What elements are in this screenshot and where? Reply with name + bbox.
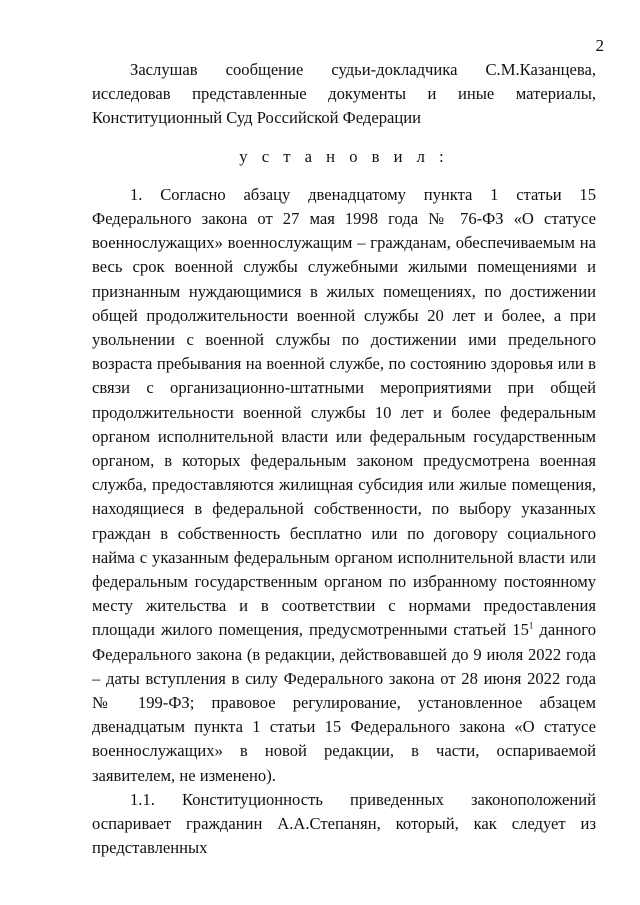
paragraph-1-text-b: данного Федерального закона (в редакции, действовавшей до 9 июля 2022 года – даты вступления в силу Федерального закона от 28 июня 2022 года № 199-ФЗ; правовое регулирование, установленное абзацем двенадцатым пункта 1 статьи 15 Федерального закона «О статусе военнослужащих» в новой редакции, в части, оспариваемой заявителем, не изменено). [92, 620, 596, 785]
page-number: 2 [595, 36, 604, 55]
paragraph-1-text-a: 1. Согласно абзацу двенадцатому пункта 1 статьи 15 Федерального закона от 27 мая 1998 года № 76-ФЗ «О статусе военнослужащих» военнослужащим – гражданам, обеспечиваемым на весь срок военной службы служебными жилыми помещениями и признанным нуждающимися в жилых помещениях, по достижении общей продолжительности военной службы 20 лет и более, а при увольнении с военной службы по достижении ими предельного возраста пребывания на военной службе, по состоянию здоровья или в связи с организационно-штатными мероприятиями при общей продолжительности военной службы 10 лет и более федеральным органом исполнительной власти или федеральным государственным органом, в которых федеральным законом предусмотрена военная служба, предоставляются жилищная субсидия или жилые помещения, находящиеся в федеральной собственности, по выбору указанных граждан в собственность бесплатно или по договору социального найма с указанным федеральным органом исполнительной власти или федеральным государственным органом по избранному постоянному месту жительства и в соответствии с нормами предоставления площади жилого помещения, предусмотренными статьей 15 [92, 184, 596, 640]
article-superscript: 1 [528, 620, 534, 631]
paragraph-1 [92, 183, 596, 788]
intro-paragraph: Заслушав сообщение судьи-докладчика С.М.Казанцева, исследовав представленные документы и иные материалы, Конституционный Суд Российской Федерации [92, 60, 596, 128]
resolution-heading: у с т а н о в и л : [239, 146, 449, 166]
document-body [92, 58, 596, 861]
paragraph-1-1: 1.1. Конституционность приведенных законоположений оспаривает гражданин А.А.Степанян, который, как следует из представленных [92, 789, 596, 858]
